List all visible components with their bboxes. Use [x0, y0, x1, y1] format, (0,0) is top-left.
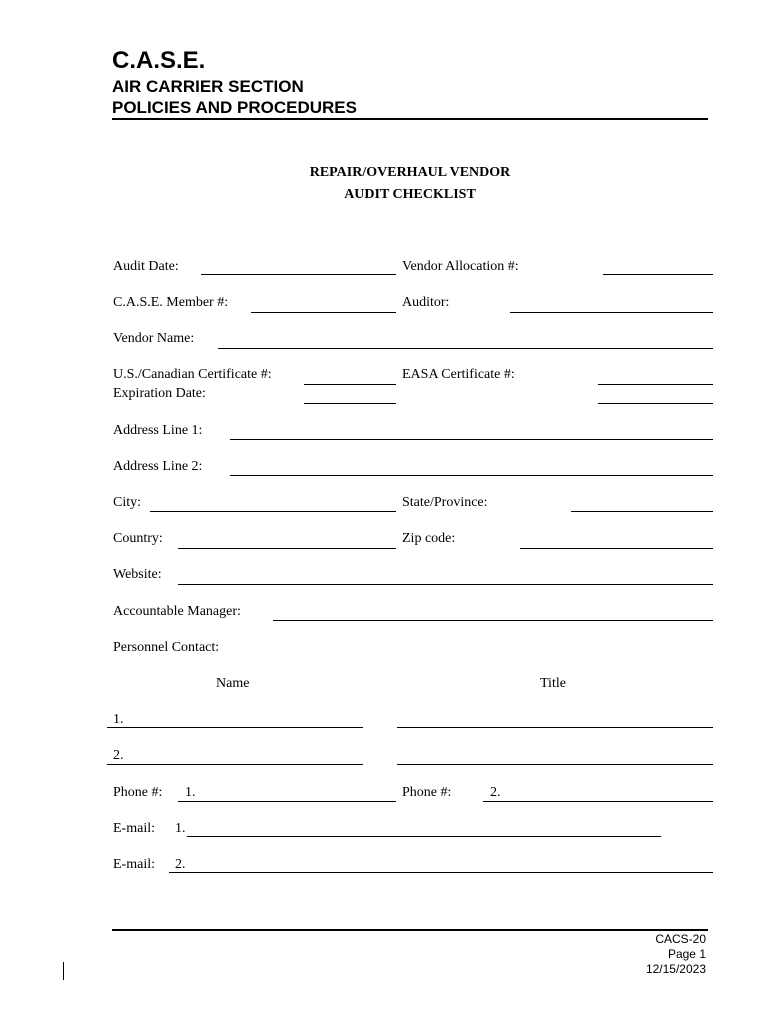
title-column-header: Title: [540, 676, 566, 691]
email-1-number: 1.: [175, 821, 186, 836]
email-1-field[interactable]: [187, 836, 661, 837]
zip-code-field[interactable]: [520, 548, 713, 549]
phone-1-label: Phone #:: [113, 785, 163, 800]
country-field[interactable]: [178, 548, 396, 549]
email-2-field[interactable]: [169, 872, 713, 873]
city-field[interactable]: [150, 511, 396, 512]
state-province-field[interactable]: [571, 511, 713, 512]
country-label: Country:: [113, 531, 163, 546]
audit-date-field[interactable]: [201, 274, 396, 275]
contact-2-name-field[interactable]: [107, 764, 363, 765]
contact-row-2-number: 2.: [113, 748, 124, 763]
website-field[interactable]: [178, 584, 713, 585]
website-label: Website:: [113, 567, 162, 582]
phone-2-label: Phone #:: [402, 785, 452, 800]
address-line1-field[interactable]: [230, 439, 713, 440]
us-canadian-cert-field[interactable]: [304, 384, 396, 385]
form-title-line1: REPAIR/OVERHAUL VENDOR: [309, 165, 511, 180]
zip-code-label: Zip code:: [402, 531, 456, 546]
contact-row-1-number: 1.: [113, 712, 124, 727]
auditor-label: Auditor:: [402, 295, 450, 310]
vendor-allocation-field[interactable]: [603, 274, 713, 275]
member-number-field[interactable]: [251, 312, 396, 313]
name-column-header: Name: [216, 676, 250, 691]
city-label: City:: [113, 495, 142, 510]
easa-cert-field[interactable]: [598, 384, 713, 385]
revision-date: 12/15/2023: [645, 962, 706, 976]
contact-2-title-field[interactable]: [397, 764, 713, 765]
header-rule: [112, 118, 708, 120]
vendor-allocation-label: Vendor Allocation #:: [402, 259, 519, 274]
auditor-field[interactable]: [510, 312, 713, 313]
member-number-label: C.A.S.E. Member #:: [113, 295, 229, 310]
email-2-label: E-mail:: [113, 857, 155, 872]
state-province-label: State/Province:: [402, 495, 488, 510]
us-canadian-cert-label: U.S./Canadian Certificate #:: [113, 367, 272, 382]
doc-code: CACS-20: [655, 932, 706, 946]
accountable-manager-field[interactable]: [273, 620, 713, 621]
contact-1-title-field[interactable]: [397, 727, 713, 728]
phone-1-field[interactable]: [178, 801, 396, 802]
vendor-name-label: Vendor Name:: [113, 331, 195, 346]
easa-cert-label: EASA Certificate #:: [402, 367, 515, 382]
phone-2-field[interactable]: [483, 801, 713, 802]
accountable-manager-label: Accountable Manager:: [113, 604, 241, 619]
org-title: C.A.S.E.: [112, 47, 206, 74]
us-canadian-expiration-field[interactable]: [304, 403, 396, 404]
expiration-date-label: Expiration Date:: [113, 386, 206, 401]
address-line1-label: Address Line 1:: [113, 423, 203, 438]
page-number: Page 1: [667, 947, 706, 961]
phone-1-number: 1.: [185, 785, 196, 800]
address-line2-field[interactable]: [230, 475, 713, 476]
email-1-label: E-mail:: [113, 821, 155, 836]
form-title-line2: AUDIT CHECKLIST: [344, 187, 476, 202]
phone-2-number: 2.: [490, 785, 501, 800]
email-2-number: 2.: [175, 857, 186, 872]
contact-1-name-field[interactable]: [107, 727, 363, 728]
easa-expiration-field[interactable]: [598, 403, 713, 404]
address-line2-label: Address Line 2:: [113, 459, 203, 474]
personnel-contact-label: Personnel Contact:: [113, 640, 220, 655]
policies-title: POLICIES AND PROCEDURES: [112, 98, 357, 117]
margin-mark: [63, 962, 64, 980]
audit-date-label: Audit Date:: [113, 259, 179, 274]
footer-rule: [112, 929, 708, 931]
section-title: AIR CARRIER SECTION: [112, 77, 304, 96]
vendor-name-field[interactable]: [218, 348, 713, 349]
